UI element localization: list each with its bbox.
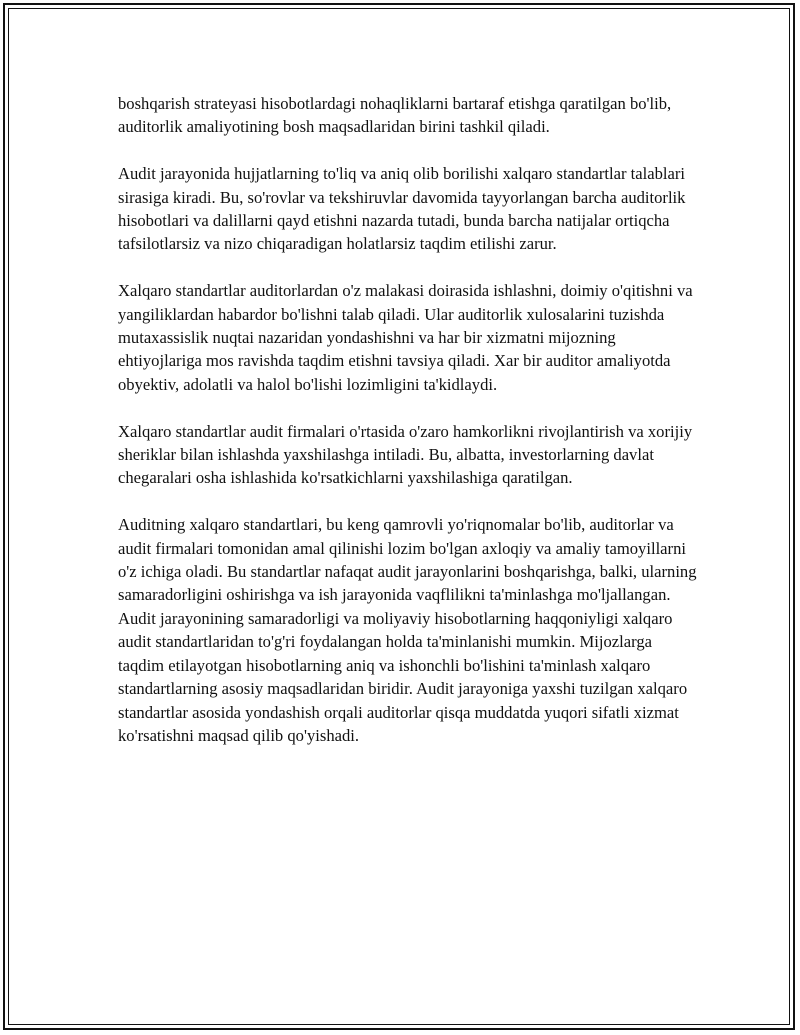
paragraph-5: Auditning xalqaro standartlari, bu keng qamrovli yo'riqnomalar bo'lib, auditorlar va audit firmalari tomonidan amal qilinishi lozim bo'lgan axloqiy va amaliy tamoyillarni o'z ichiga oladi. Bu standartlar nafaqat audit jarayonlarini boshqarishga, balki, ularning samaradorligini oshirishga va ish jarayonida vaqflilikni ta'minlashga mo'ljallangan. Audit jarayonining samaradorligi va moliyaviy hisobotlarning haqqoniyligi xalqaro audit standartlaridan to'g'ri foydalangan holda ta'minlanishi mumkin. Mijozlarga taqdim etilayotgan hisobotlarning aniq va ishonchli bo'lishini ta'minlash xalqaro standartlarning asosiy maqsadlaridan biridir. Audit jarayoniga yaxshi tuzilgan xalqaro standartlar asosida yondashish orqali auditorlar qisqa muddatda yuqori sifatli xizmat ko'rsatishni maqsad qilib qo'yishadi.: [118, 515, 697, 745]
paragraph-3: Xalqaro standartlar auditorlardan o'z malakasi doirasida ishlashni, doimiy o'qitishni va yangiliklardan habardor bo'lishni talab qiladi. Ular auditorlik xulosalarini tuzishda mutaxassislik nuqtai nazaridan yondashishni va har bir xizmatni mijozning ehtiyojlariga mos ravishda taqdim etishni tavsiya qiladi. Xar bir auditor amaliyotda obyektiv, adolatli va halol bo'lishi lozimligini ta'kidlaydi.: [118, 281, 693, 394]
document-body: [118, 92, 698, 771]
paragraph-1: boshqarish strateyasi hisobotlardagi nohaqliklarni bartaraf etishga qaratilgan bo'lib, auditorlik amaliyotining bosh maqsadlaridan birini tashkil qiladi.: [118, 94, 672, 137]
paragraph-2: Audit jarayonida hujjatlarning to'liq va aniq olib borilishi xalqaro standartlar talablari sirasiga kiradi. Bu, so'rovlar va tekshiruvlar davomida tayyorlangan barcha auditorlik hisobotlari va dalillarni qayd etishni nazarda tutadi, bunda barcha natijalar ortiqcha tafsilotlarsiz va nizo chiqaradigan holatlarsiz taqdim etilishi zarur.: [118, 164, 686, 254]
paragraph-4: Xalqaro standartlar audit firmalari o'rtasida o'zaro hamkorlikni rivojlantirish va xorijiy sheriklar bilan ishlashda yaxshilashga intiladi. Bu, albatta, investorlarning davlat chegaralari osha ishlashida ko'rsatkichlarni yaxshilashiga qaratilgan.: [118, 421, 693, 488]
